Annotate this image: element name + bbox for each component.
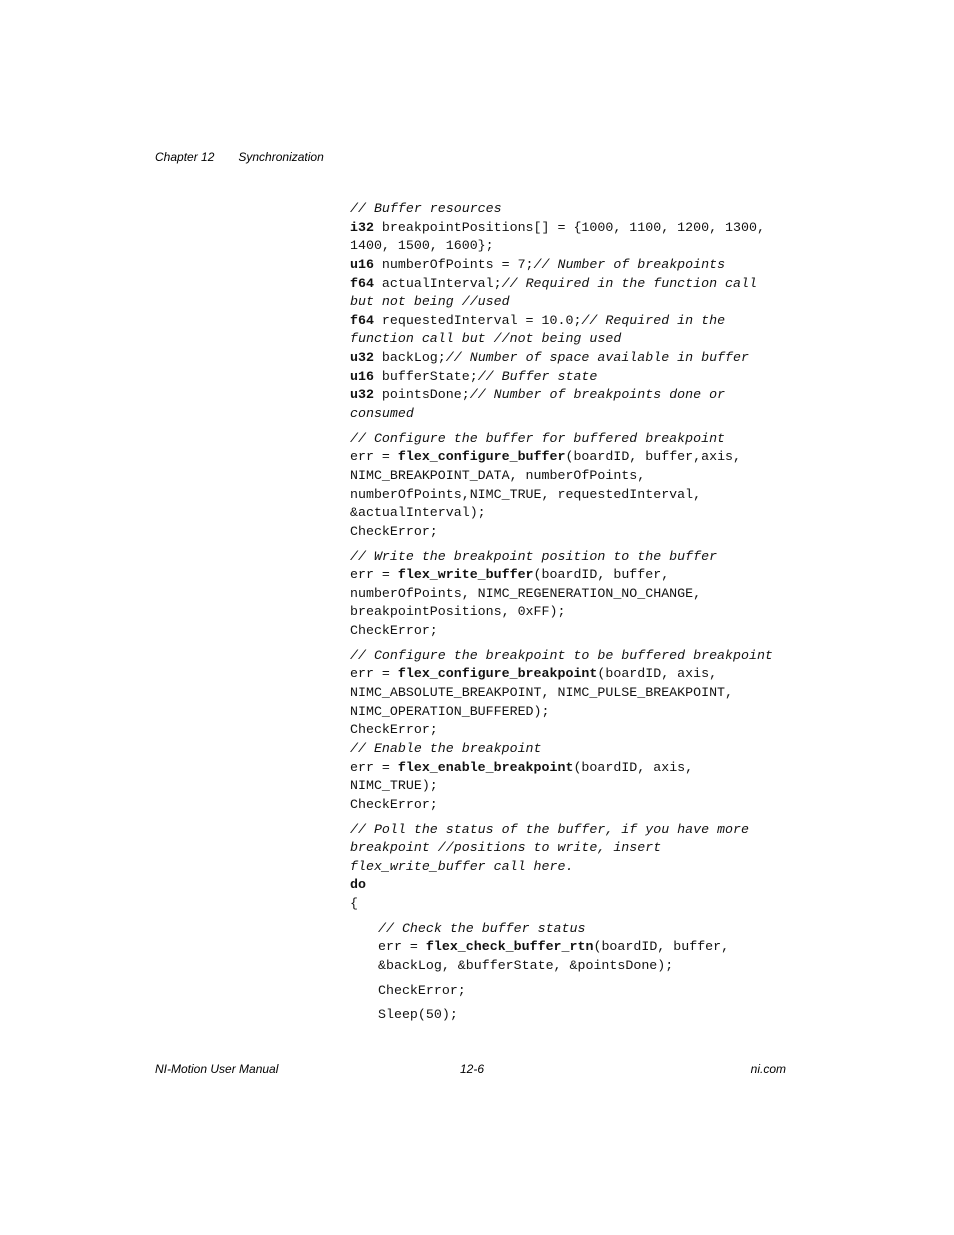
code-text: pointsDone; [373,387,470,403]
type-keyword: i32 [350,219,374,235]
code-line: CheckError; [350,623,438,639]
code-line [350,759,800,778]
code-comment: // Write the breakpoint position to the buffer [350,548,718,564]
code-line [350,312,800,331]
page-footer [155,1062,786,1078]
code-comment: // Number of space available in buffer [445,350,749,366]
code-text: (boardID, axis, [597,666,718,682]
type-keyword: u32 [350,350,374,366]
code-text: actualInterval; [373,275,502,291]
code-line [350,566,800,585]
function-name: flex_check_buffer_rtn [425,939,594,955]
code-line: NIMC_ABSOLUTE_BREAKPOINT, NIMC_PULSE_BREAKPOINT, [350,685,734,701]
code-line: Sleep(50); [378,1007,458,1023]
code-comment: // Buffer state [477,368,598,384]
code-block-buffer-resources [350,200,800,424]
chapter-label: Chapter 12 [155,150,215,164]
code-comment: // Required in the [581,312,726,328]
function-name: flex_enable_breakpoint [397,759,574,775]
code-text: err = [350,567,398,583]
code-block-configure-breakpoint [350,647,800,815]
code-line: NIMC_OPERATION_BUFFERED); [350,703,550,719]
type-keyword: f64 [350,275,374,291]
code-line [350,386,800,405]
function-name: flex_configure_breakpoint [397,666,598,682]
code-text: err = [350,759,398,775]
code-listing [350,200,800,1031]
code-text: err = [350,666,398,682]
code-line: CheckError; [350,523,438,539]
manual-title: NI-Motion User Manual [155,1062,279,1076]
code-comment: // Configure the buffer for buffered breakpoint [350,430,726,446]
code-text: (boardID, buffer,axis, [565,449,742,465]
code-comment: // Number of breakpoints [533,256,726,272]
code-comment: // Enable the breakpoint [350,740,542,756]
code-comment: // Number of breakpoints done or [469,387,726,403]
code-text: bufferState; [373,368,478,384]
code-block-poll-status [350,821,800,914]
code-comment: flex_write_buffer call here. [350,858,574,874]
function-name: flex_write_buffer [397,567,534,583]
code-comment: // Poll the status of the buffer, if you have more [350,821,749,837]
code-text: breakpointPositions[] = {1000, 1100, 1200, 1300, [373,219,765,235]
open-brace: { [350,896,358,912]
code-line: CheckError; [378,982,466,998]
code-text: (boardID, axis, [573,759,694,775]
section-title: Synchronization [238,150,324,164]
code-line [350,368,800,387]
code-comment: breakpoint //positions to write, insert [350,840,662,856]
code-line [350,275,800,294]
code-line: NIMC_BREAKPOINT_DATA, numberOfPoints, [350,467,646,483]
type-keyword: u16 [350,256,374,272]
code-line: numberOfPoints, NIMC_REGENERATION_NO_CHANGE, [350,585,702,601]
code-block-check-buffer [350,920,800,976]
code-line [350,219,800,238]
code-comment: // Required in the function call [501,275,757,291]
code-block-check-error [350,982,800,1001]
code-line: CheckError; [350,722,438,738]
code-comment: but not being //used [350,294,510,310]
code-line: CheckError; [350,796,438,812]
website-link: ni.com [750,1062,786,1076]
code-line: numberOfPoints,NIMC_TRUE, requestedInterval, [350,486,702,502]
type-keyword: u32 [350,387,374,403]
code-text: requestedInterval = 10.0; [373,312,582,328]
code-line [350,349,800,368]
code-text: backLog; [373,350,446,366]
code-line: breakpointPositions, 0xFF); [350,604,566,620]
code-comment: // Configure the breakpoint to be buffered breakpoint [350,647,773,663]
page-number: 12-6 [460,1062,485,1076]
code-comment: // Check the buffer status [378,920,586,936]
code-line: &backLog, &bufferState, &pointsDone); [378,957,674,973]
code-line [350,448,800,467]
code-line [350,256,800,275]
code-text: err = [350,449,398,465]
code-line [378,938,800,957]
function-name: flex_configure_buffer [397,449,566,465]
code-text: numberOfPoints = 7; [373,256,534,272]
code-block-write-buffer [350,548,800,641]
code-text: (boardID, buffer, [593,939,730,955]
running-header [155,150,324,164]
code-comment: // Buffer resources [350,201,502,216]
code-text: (boardID, buffer, [533,567,670,583]
type-keyword: u16 [350,368,374,384]
code-block-sleep [350,1006,800,1025]
code-line: 1400, 1500, 1600}; [350,238,494,254]
code-line: &actualInterval); [350,505,486,521]
code-line: NIMC_TRUE); [350,778,438,794]
code-text: err = [378,939,426,955]
code-comment: function call but //not being used [350,331,622,347]
type-keyword: f64 [350,312,374,328]
code-comment: consumed [350,406,414,422]
do-keyword: do [350,877,366,893]
code-line [350,665,800,684]
code-block-configure-buffer [350,430,800,542]
